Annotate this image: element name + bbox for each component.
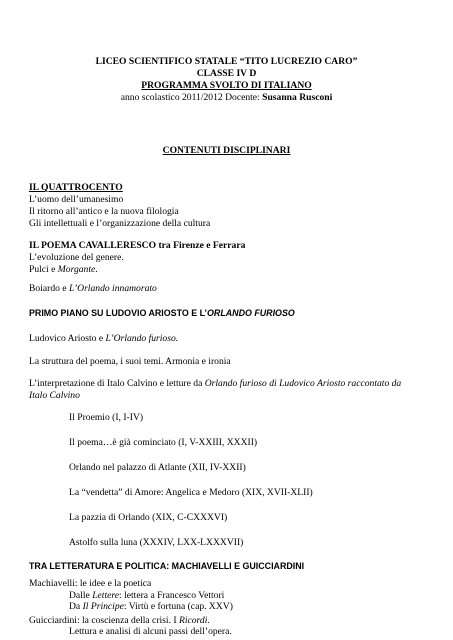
heading-machiavelli: TRA LETTERATURA E POLITICA: MACHIAVELLI E GUICCIARDINI xyxy=(29,561,305,571)
paragraph: Guicciardini: la coscienza della crisi. I Ricordi. xyxy=(29,615,210,626)
school-name: LICEO SCIENTIFICO STATALE “TITO LUCREZIO CARO” xyxy=(95,56,358,67)
heading-ariosto: PRIMO PIANO SU LUDOVIO ARIOSTO E L’ORLANDO FURIOSO xyxy=(29,308,295,318)
list-item: Lettura e analisi di alcuni passi dell’opera. xyxy=(69,626,232,637)
list-item: Da Il Principe: Virtù e fortuna (cap. XXV) xyxy=(69,601,233,612)
program-title: PROGRAMMA SVOLTO DI ITALIANO xyxy=(141,80,312,91)
paragraph: La struttura del poema, i suoi temi. Armonia e ironia xyxy=(29,356,231,367)
list-item: L’evoluzione del genere. xyxy=(29,252,124,263)
list-item: L’uomo dell’umanesimo xyxy=(29,194,124,205)
list-item: Gli intellettuali e l’organizzazione della cultura xyxy=(29,218,211,229)
section-title: CONTENUTI DISCIPLINARI xyxy=(162,145,291,156)
year-teacher-line xyxy=(0,92,453,104)
teacher-name: Susanna Rusconi xyxy=(262,92,333,103)
paragraph: Ludovico Ariosto e L’Orlando furioso. xyxy=(29,333,179,344)
heading-quattrocento: IL QUATTROCENTO xyxy=(29,182,123,193)
heading-poema: IL POEMA CAVALLERESCO tra Firenze e Ferrara xyxy=(29,240,246,251)
paragraph: L’interpretazione di Italo Calvino e letture da Orlando furioso di Ludovico Ariosto raccontato da xyxy=(29,378,402,389)
list-item: Il ritorno all’antico e la nuova filologia xyxy=(29,206,179,217)
reading-item: La “vendetta” di Amore: Angelica e Medoro (XIX, XVII-XLII) xyxy=(69,487,313,498)
reading-item: Il poema…è già cominciato (I, V-XXIII, XXXII) xyxy=(69,437,258,448)
reading-item: Orlando nel palazzo di Atlante (XII, IV-XXII) xyxy=(69,462,246,473)
list-item: Pulci e Morgante. xyxy=(29,264,98,275)
list-item: Dalle Lettere: lettera a Francesco Vettori xyxy=(69,590,225,601)
list-item: Boiardo e L’Orlando innamorato xyxy=(29,283,157,294)
reading-item: La pazzia di Orlando (XIX, C-CXXXVI) xyxy=(69,512,228,523)
paragraph: Italo Calvino xyxy=(29,390,80,401)
class-name: CLASSE IV D xyxy=(196,68,257,79)
paragraph: Machiavelli: le idee e la poetica xyxy=(29,578,152,589)
reading-item: Il Proemio (I, I-IV) xyxy=(69,412,144,423)
school-year: anno scolastico 2011/2012 Docente: xyxy=(120,92,263,103)
reading-item: Astolfo sulla luna (XXXIV, LXX-LXXXVII) xyxy=(69,537,244,548)
